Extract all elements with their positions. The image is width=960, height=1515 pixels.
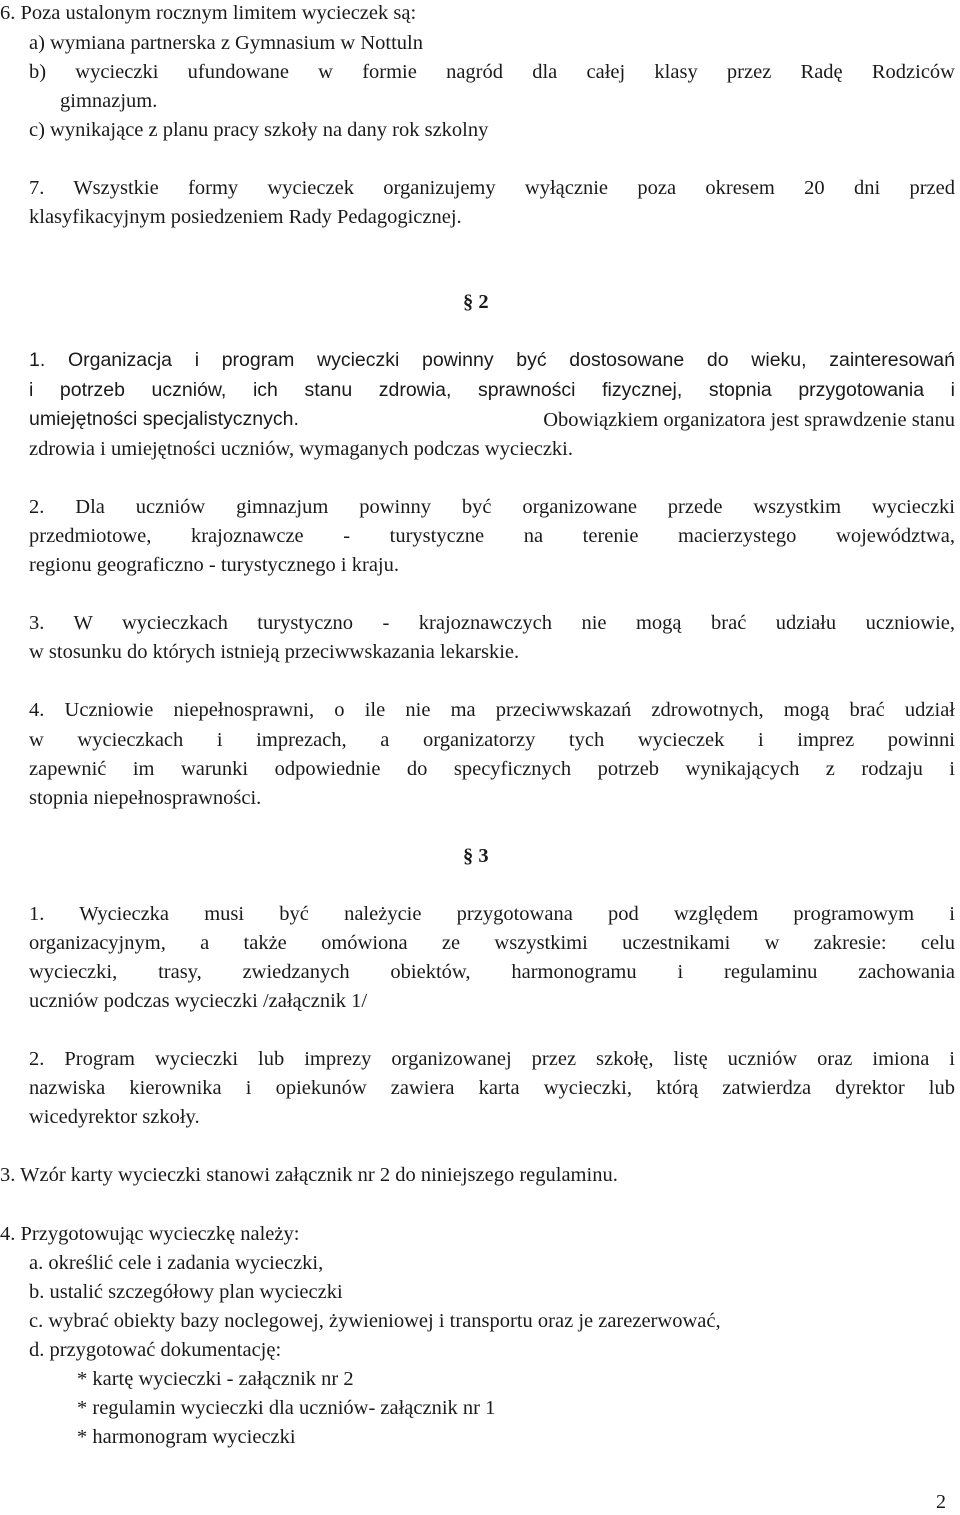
sec3-item4-c: c. wybrać obiekty bazy noclegowej, żywieniowej i transportu oraz je zarezerwować, (29, 1310, 721, 1332)
sec2-item4-line1: 4. Uczniowie niepełnosprawni, o ile nie ma przeciwwskazań zdrowotnych, mogą brać udział (29, 699, 955, 721)
sec3-item4-d: d. przygotować dokumentację: (29, 1339, 282, 1361)
sec2-item3-line2: w stosunku do których istnieją przeciwwskazania lekarskie. (29, 641, 520, 663)
section-2-heading: § 2 (463, 291, 489, 313)
sec3-item1-line4: uczniów podczas wycieczki /załącznik 1/ (29, 990, 368, 1012)
sec3-item4-a: a. określić cele i zadania wycieczki, (29, 1252, 324, 1274)
sec2-item1-line2: i potrzeb uczniów, ich stanu zdrowia, sprawności fizycznej, stopnia przygotowania i (29, 379, 955, 401)
sec2-item2-line1: 2. Dla uczniów gimnazjum powinny być organizowane przede wszystkim wycieczki (29, 496, 955, 518)
item-6-c: c) wynikające z planu pracy szkoły na dany rok szkolny (29, 119, 489, 141)
item-6-b-line2: gimnazjum. (60, 90, 158, 112)
sec2-item1-line3a: umiejętności specjalistycznych. (29, 408, 299, 430)
item-6-a: a) wymiana partnerska z Gymnasium w Nottuln (29, 32, 423, 54)
item-7-line1: 7. Wszystkie formy wycieczek organizujemy wyłącznie poza okresem 20 dni przed (29, 177, 955, 199)
sec2-item4-line2: w wycieczkach i imprezach, a organizatorzy tych wycieczek i imprez powinni (29, 729, 955, 751)
sec3-item2-line1: 2. Program wycieczki lub imprezy organizowanej przez szkołę, listę uczniów oraz imiona i (29, 1048, 955, 1070)
item-6-b-line1: b) wycieczki ufundowane w formie nagród dla całej klasy przez Radę Rodziców (29, 61, 955, 83)
sec3-item1-line2: organizacyjnym, a także omówiona ze wszystkimi uczestnikami w zakresie: celu (29, 932, 955, 954)
sec2-item3-line1: 3. W wycieczkach turystyczno - krajoznawczych nie mogą brać udziału uczniowie, (29, 612, 955, 634)
item-7-line2: klasyfikacyjnym posiedzeniem Rady Pedagogicznej. (29, 206, 462, 228)
sec3-item4-sub3: * harmonogram wycieczki (77, 1426, 296, 1448)
sec3-item1-line3: wycieczki, trasy, zwiedzanych obiektów, harmonogramu i regulaminu zachowania (29, 961, 955, 983)
page-number: 2 (936, 1491, 946, 1513)
sec2-item2-line2: przedmiotowe, krajoznawcze - turystyczne na terenie macierzystego województwa, (29, 525, 955, 547)
sec3-item4-sub1: * kartę wycieczki - załącznik nr 2 (77, 1368, 354, 1390)
sec3-item4-title: 4. Przygotowując wycieczkę należy: (0, 1223, 300, 1245)
item-6-title: 6. Poza ustalonym rocznym limitem wycieczek są: (0, 2, 417, 24)
sec2-item4-line3: zapewnić im warunki odpowiednie do specyficznych potrzeb wynikających z rodzaju i (29, 758, 955, 780)
sec2-item1-line3 (29, 410, 955, 431)
sec3-item4-b: b. ustalić szczegółowy plan wycieczki (29, 1281, 343, 1303)
sec2-item1-line3b: Obowiązkiem organizatora jest sprawdzenie stanu (543, 409, 955, 431)
sec2-item4-line4: stopnia niepełnosprawności. (29, 787, 262, 809)
sec3-item1-line1: 1. Wycieczka musi być należycie przygotowana pod względem programowym i (29, 903, 955, 925)
section-3-heading: § 3 (463, 845, 489, 867)
sec2-item2-line3: regionu geograficzno - turystycznego i kraju. (29, 554, 400, 576)
sec3-item4-sub2: * regulamin wycieczki dla uczniów- załącznik nr 1 (77, 1397, 496, 1419)
sec2-item1-line4: zdrowia i umiejętności uczniów, wymaganych podczas wycieczki. (29, 438, 574, 460)
sec3-item2-line2: nazwiska kierownika i opiekunów zawiera karta wycieczki, którą zatwierdza dyrektor lub (29, 1077, 955, 1099)
sec3-item3: 3. Wzór karty wycieczki stanowi załącznik nr 2 do niniejszego regulaminu. (0, 1164, 618, 1186)
sec2-item1-line1: 1. Organizacja i program wycieczki powinny być dostosowane do wieku, zainteresowań (29, 349, 955, 371)
sec3-item2-line3: wicedyrektor szkoły. (29, 1106, 200, 1128)
